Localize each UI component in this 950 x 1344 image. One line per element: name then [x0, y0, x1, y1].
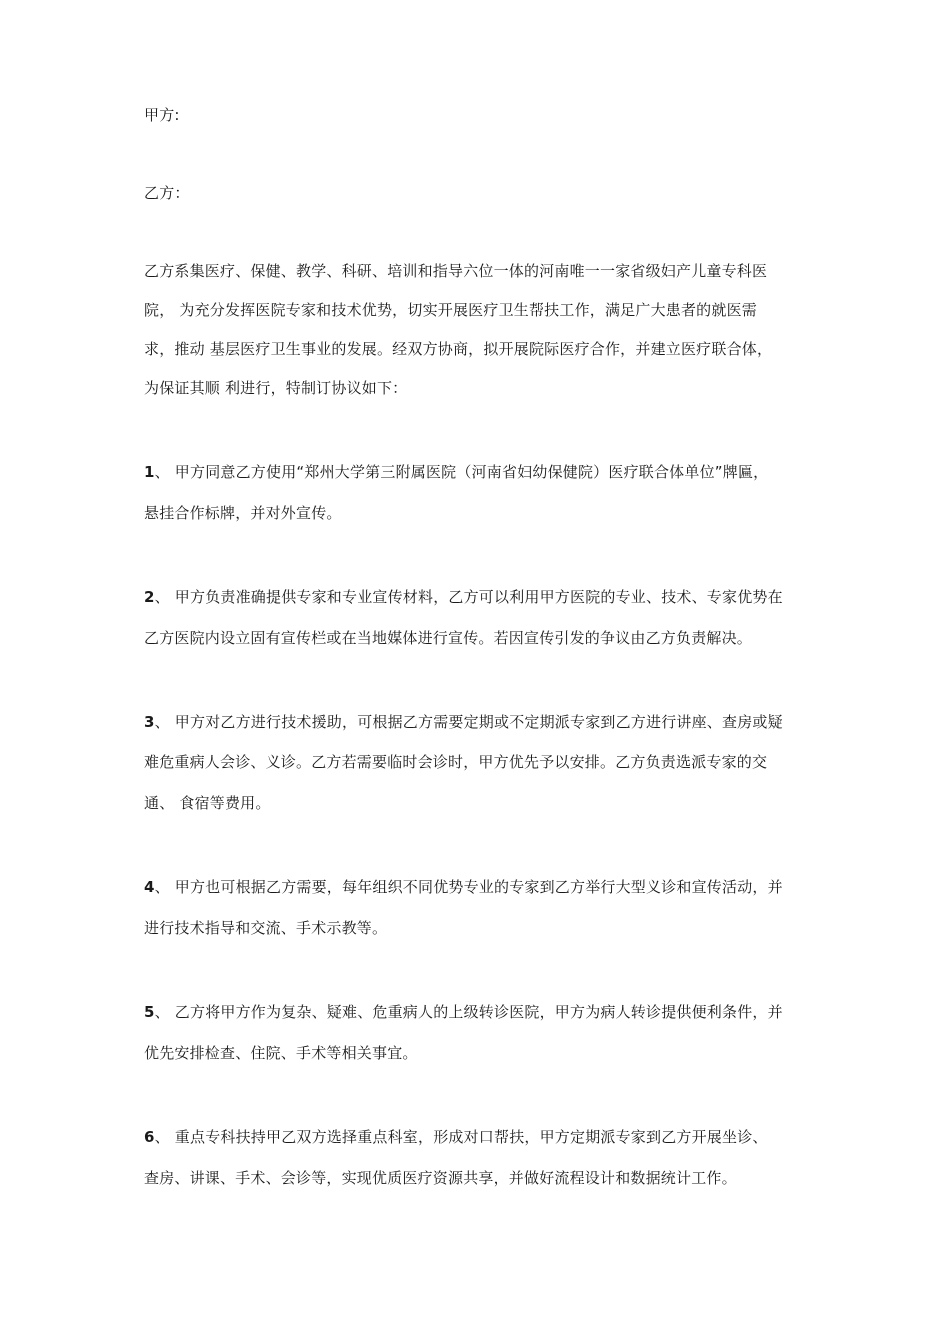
- clause-number: 2: [144, 588, 155, 606]
- clause-6-line-2: 查房、讲课、手术、会诊等，实现优质医疗资源共享，并做好流程设计和数据统计工作。: [144, 1169, 737, 1187]
- intro-line-2: 院， 为充分发挥医院专家和技术优势，切实开展医疗卫生帮扶工作，满足广大患者的就医需: [144, 301, 757, 319]
- clause-text: 、 甲方对乙方进行技术援助，可根据乙方需要定期或不定期派专家到乙方进行讲座、查房或疑: [154, 713, 783, 731]
- clause-number: 6: [144, 1128, 155, 1146]
- party-a-label: 甲方:: [144, 106, 180, 124]
- clause-number: 3: [144, 713, 155, 731]
- clause-2-line-1: [144, 587, 824, 607]
- clause-6-line-1: [144, 1127, 824, 1147]
- intro-line-1: 乙方系集医疗、保健、教学、科研、培训和指导六位一体的河南唯一一家省级妇产儿童专科医: [144, 262, 768, 280]
- clause-number: 5: [144, 1003, 155, 1021]
- intro-line-4: 为保证其顺 利进行，特制订协议如下：: [144, 379, 408, 397]
- clause-number: 1: [144, 463, 155, 481]
- clause-1-line-2: 悬挂合作标牌，并对外宣传。: [144, 504, 342, 522]
- clause-text: 、 甲方负责准确提供专家和专业宣传材料，乙方可以利用甲方医院的专业、技术、专家优势在: [154, 588, 783, 606]
- clause-2-line-2: 乙方医院内设立固有宣传栏或在当地媒体进行宣传。若因宣传引发的争议由乙方负责解决。: [144, 629, 753, 647]
- clause-number: 4: [144, 878, 155, 896]
- party-b-label: 乙方：: [144, 184, 190, 202]
- clause-5-line-2: 优先安排检查、住院、手术等相关事宜。: [144, 1044, 418, 1062]
- clause-5-line-1: [144, 1002, 824, 1022]
- clause-4-line-2: 进行技术指导和交流、手术示教等。: [144, 919, 388, 937]
- clause-1-line-1: [144, 462, 824, 482]
- clause-text: 、 甲方也可根据乙方需要，每年组织不同优势专业的专家到乙方举行大型义诊和宣传活动，并: [154, 878, 783, 896]
- clause-3-line-2: 难危重病人会诊、义诊。乙方若需要临时会诊时，甲方优先予以安排。乙方负责选派专家的交: [144, 753, 768, 771]
- clause-text: 、 重点专科扶持甲乙双方选择重点科室，形成对口帮扶，甲方定期派专家到乙方开展坐诊、: [154, 1128, 768, 1146]
- clause-3-line-1: [144, 712, 824, 732]
- clause-text: 、 乙方将甲方作为复杂、疑难、危重病人的上级转诊医院，甲方为病人转诊提供便利条件，并: [154, 1003, 783, 1021]
- clause-4-line-1: [144, 877, 824, 897]
- intro-line-3: 求，推动 基层医疗卫生事业的发展。经双方协商，拟开展院际医疗合作，并建立医疗联合体，: [144, 340, 773, 358]
- clause-text: 、 甲方同意乙方使用“郑州大学第三附属医院（河南省妇幼保健院）医疗联合体单位”牌匾，: [154, 463, 769, 481]
- clause-3-line-3: 通、 食宿等费用。: [144, 794, 271, 812]
